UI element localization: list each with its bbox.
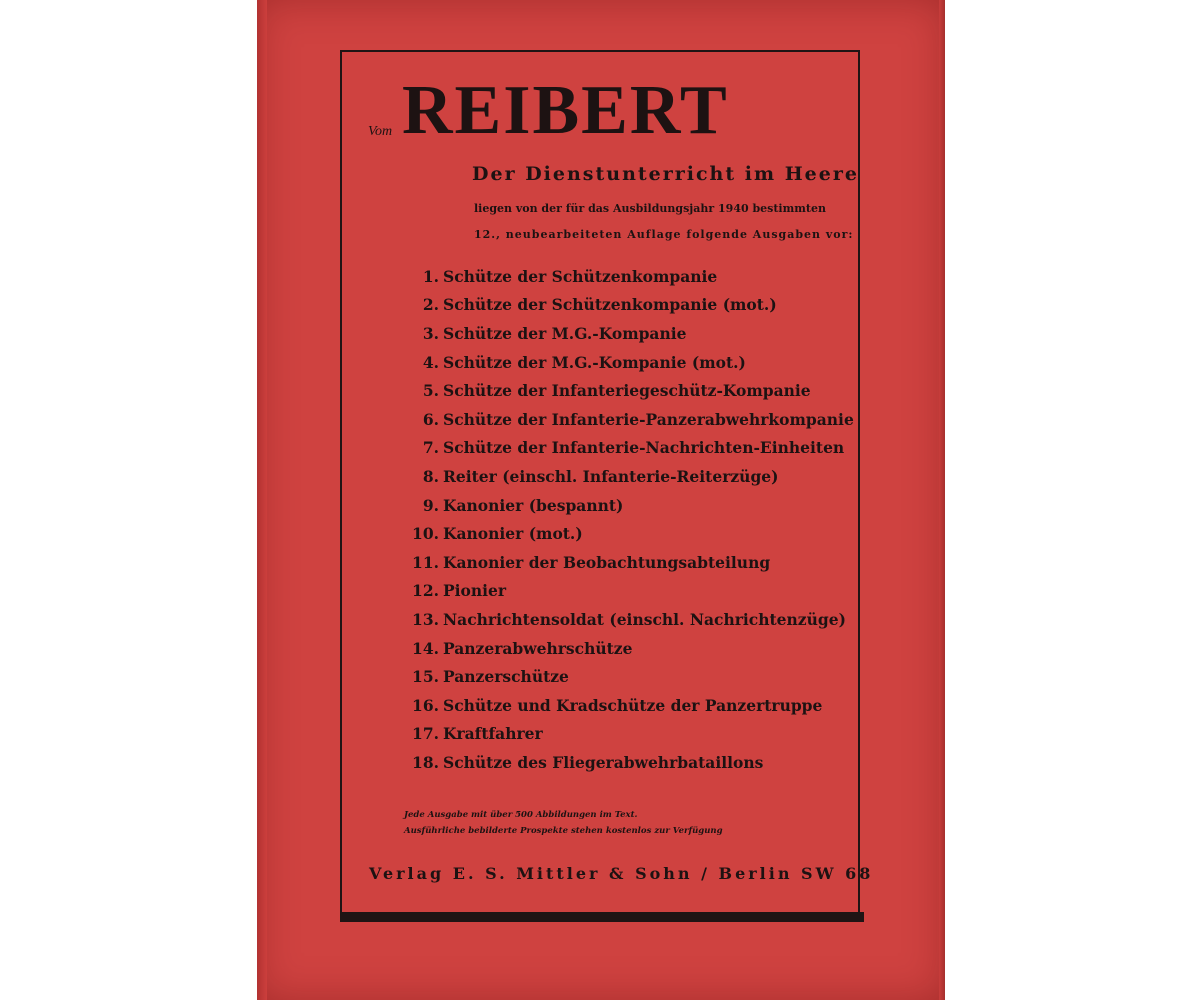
list-item: [397, 348, 857, 377]
note-prospectus: Ausführliche bebilderte Prospekte stehen kostenlos zur Verfügung: [404, 826, 723, 836]
item-title: Schütze der M.G.-Kompanie: [443, 323, 687, 343]
item-number: 15.: [412, 667, 439, 687]
item-number: 16.: [412, 695, 439, 715]
item-number: 8.: [422, 466, 439, 486]
title: REIBERT: [402, 72, 729, 149]
item-title: Kanonier (bespannt): [443, 495, 624, 515]
item-title: Schütze des Fliegerabwehrbataillons: [443, 752, 764, 772]
bottom-rule: [340, 912, 864, 922]
list-item: [397, 748, 857, 777]
intro-line-2: 12., neubearbeiteten Auflage folgende Ausgaben vor:: [474, 228, 854, 241]
item-title: Schütze der M.G.-Kompanie (mot.): [443, 352, 746, 372]
list-item: [397, 491, 857, 520]
vom-label: Vom: [368, 124, 393, 139]
editions-list: [397, 262, 857, 777]
list-item: [397, 662, 857, 691]
item-title: Schütze und Kradschütze der Panzertruppe: [443, 695, 823, 715]
list-item: [397, 691, 857, 720]
publisher-imprint: Verlag E. S. Mittler & Sohn / Berlin SW 68: [369, 864, 874, 883]
list-item: [397, 548, 857, 577]
item-number: 14.: [412, 638, 439, 658]
item-number: 18.: [412, 752, 439, 772]
item-number: 4.: [422, 352, 439, 372]
item-title: Nachrichtensoldat (einschl. Nachrichtenzüge): [443, 609, 846, 629]
item-number: 9.: [422, 495, 439, 515]
item-title: Pionier: [443, 581, 507, 601]
item-title: Panzerabwehrschütze: [443, 638, 633, 658]
item-number: 11.: [412, 552, 439, 572]
item-title: Kanonier (mot.): [443, 524, 583, 544]
list-item: [397, 262, 857, 291]
item-title: Schütze der Schützenkompanie: [443, 266, 718, 286]
item-title: Schütze der Infanterie-Panzerabwehrkompanie: [443, 409, 854, 429]
item-number: 12.: [412, 581, 439, 601]
list-item: [397, 462, 857, 491]
list-item: [397, 577, 857, 606]
item-number: 5.: [422, 381, 439, 401]
item-title: Reiter (einschl. Infanterie-Reiterzüge): [443, 466, 779, 486]
list-item: [397, 605, 857, 634]
item-number: 10.: [412, 524, 439, 544]
item-number: 17.: [412, 724, 439, 744]
list-item: [397, 434, 857, 463]
item-number: 6.: [422, 409, 439, 429]
list-item: [397, 319, 857, 348]
item-title: Schütze der Infanterie-Nachrichten-Einheiten: [443, 438, 845, 458]
list-item: [397, 519, 857, 548]
item-title: Kanonier der Beobachtungsabteilung: [443, 552, 771, 572]
list-item: [397, 405, 857, 434]
intro-line-1: liegen von der für das Ausbildungsjahr 1940 bestimmten: [474, 202, 826, 215]
item-title: Kraftfahrer: [443, 724, 543, 744]
item-title: Schütze der Infanteriegeschütz-Kompanie: [443, 381, 811, 401]
item-number: 13.: [412, 609, 439, 629]
list-item: [397, 376, 857, 405]
item-number: 1.: [422, 266, 439, 286]
item-title: Panzerschütze: [443, 667, 569, 687]
item-number: 7.: [422, 438, 439, 458]
list-item: [397, 634, 857, 663]
item-title: Schütze der Schützenkompanie (mot.): [443, 295, 777, 315]
subtitle: Der Dienstunterricht im Heere: [472, 163, 859, 185]
note-illustrations: Jede Ausgabe mit über 500 Abbildungen im Text.: [404, 810, 638, 820]
item-number: 3.: [422, 323, 439, 343]
list-item: [397, 720, 857, 749]
item-number: 2.: [422, 295, 439, 315]
list-item: [397, 291, 857, 320]
